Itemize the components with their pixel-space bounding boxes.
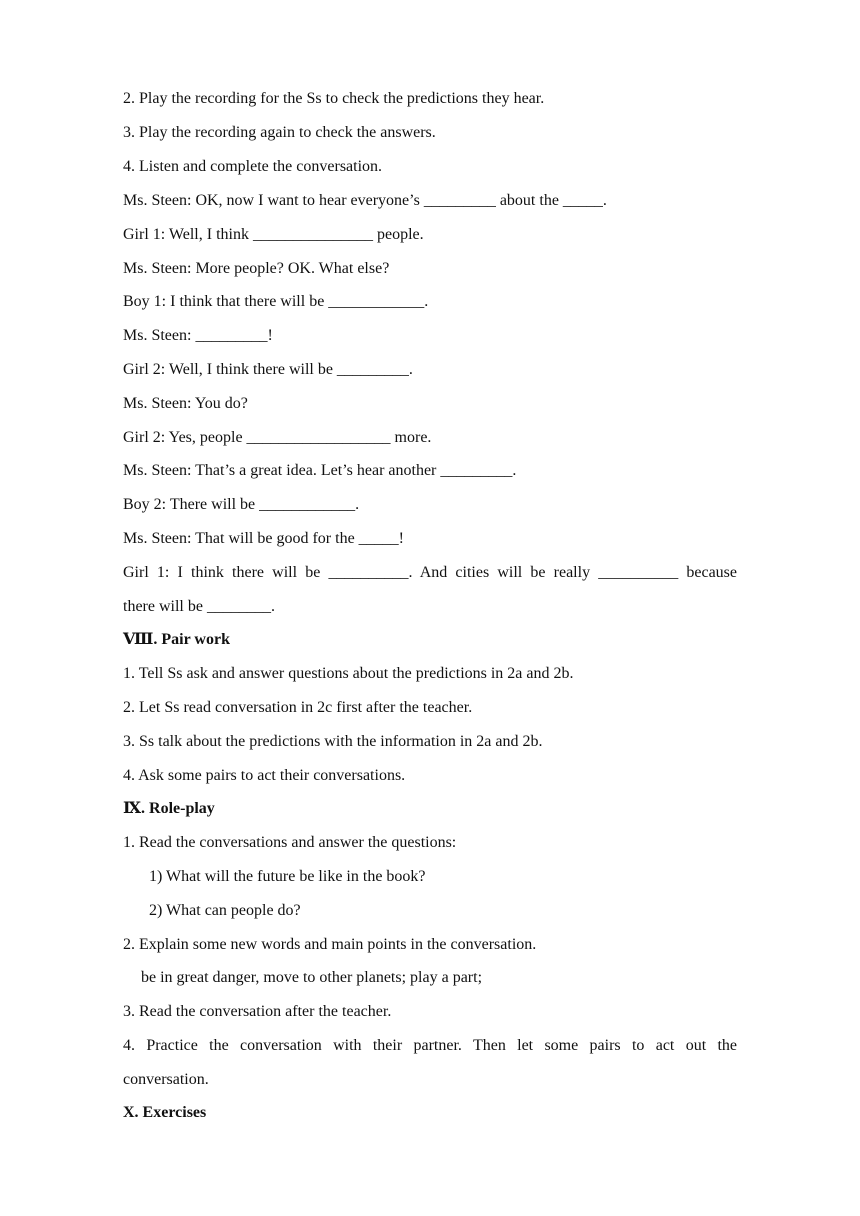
step-3-play-again: 3. Play the recording again to check the answers. — [123, 124, 436, 141]
dialogue-line: Girl 1: I think there will be __________. And cities will be really __________ because — [123, 564, 737, 581]
section-heading-role-play: Ⅸ. Role-play — [123, 800, 215, 817]
question-item: 1) What will the future be like in the book? — [149, 868, 426, 885]
section-heading-exercises: X. Exercises — [123, 1104, 207, 1121]
list-item: 1. Read the conversations and answer the questions: — [123, 834, 457, 851]
list-item-continued: conversation. — [123, 1071, 209, 1088]
list-item: 3. Read the conversation after the teacher. — [123, 1003, 392, 1020]
dialogue-line: Girl 2: Well, I think there will be _________. — [123, 361, 413, 378]
list-item: 1. Tell Ss ask and answer questions about the predictions in 2a and 2b. — [123, 665, 574, 682]
key-phrases: be in great danger, move to other planets; play a part; — [141, 969, 483, 986]
list-item: 4. Practice the conversation with their partner. Then let some pairs to act out the — [123, 1037, 737, 1054]
list-item: 4. Ask some pairs to act their conversations. — [123, 767, 406, 784]
question-item: 2) What can people do? — [149, 902, 301, 919]
dialogue-line: Ms. Steen: More people? OK. What else? — [123, 260, 390, 277]
list-item: 2. Let Ss read conversation in 2c first after the teacher. — [123, 699, 473, 716]
dialogue-line: Boy 1: I think that there will be ____________. — [123, 293, 429, 310]
list-item: 3. Ss talk about the predictions with the information in 2a and 2b. — [123, 733, 543, 750]
step-4-listen-complete: 4. Listen and complete the conversation. — [123, 158, 383, 175]
dialogue-line: Ms. Steen: That’s a great idea. Let’s hear another _________. — [123, 462, 517, 479]
list-item: 2. Explain some new words and main points in the conversation. — [123, 936, 537, 953]
dialogue-line: there will be ________. — [123, 598, 275, 615]
dialogue-line: Girl 1: Well, I think _______________ people. — [123, 226, 424, 243]
dialogue-line: Ms. Steen: That will be good for the _____! — [123, 530, 404, 547]
section-heading-pair-work: Ⅷ. Pair work — [123, 631, 230, 648]
dialogue-line: Ms. Steen: _________! — [123, 327, 273, 344]
dialogue-line: Ms. Steen: OK, now I want to hear everyone’s _________ about the _____. — [123, 192, 607, 209]
dialogue-line: Ms. Steen: You do? — [123, 395, 248, 412]
dialogue-line: Girl 2: Yes, people __________________ more. — [123, 429, 432, 446]
dialogue-line: Boy 2: There will be ____________. — [123, 496, 360, 513]
step-2-play-recording: 2. Play the recording for the Ss to check the predictions they hear. — [123, 90, 545, 107]
